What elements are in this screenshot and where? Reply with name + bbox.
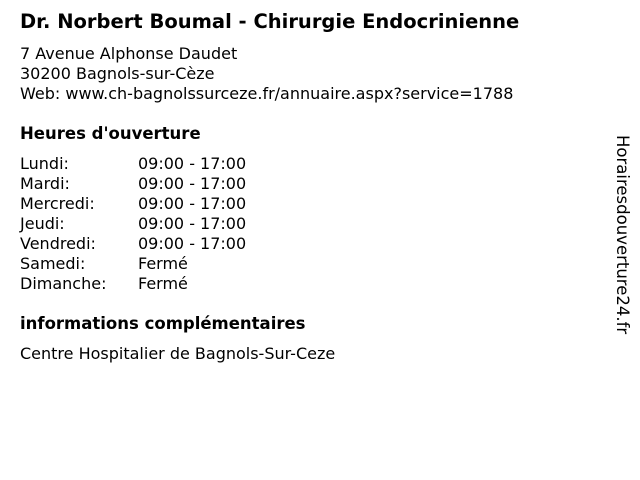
- info-text: Centre Hospitalier de Bagnols-Sur-Ceze: [20, 344, 336, 363]
- time-value: 09:00 - 17:00: [138, 234, 247, 253]
- hours-heading: Heures d'ouverture: [20, 124, 201, 143]
- address-street: 7 Avenue Alphonse Daudet: [20, 44, 238, 63]
- watermark-label: Horairesdouverture24.fr: [613, 135, 632, 335]
- time-value: 09:00 - 17:00: [138, 194, 247, 213]
- hours-row-wednesday: [20, 194, 246, 214]
- address-city: 30200 Bagnols-sur-Cèze: [20, 64, 215, 83]
- hours-row-saturday: [20, 254, 246, 274]
- day-label: Dimanche:: [20, 274, 107, 293]
- time-value: 09:00 - 17:00: [138, 214, 247, 233]
- hours-row-thursday: [20, 214, 246, 234]
- opening-hours-list: [20, 154, 246, 294]
- day-label: Lundi:: [20, 154, 69, 173]
- day-label: Mercredi:: [20, 194, 95, 213]
- hours-row-friday: [20, 234, 246, 254]
- hours-row-sunday: [20, 274, 246, 294]
- day-label: Vendredi:: [20, 234, 96, 253]
- time-value: Fermé: [138, 254, 188, 273]
- time-value: 09:00 - 17:00: [138, 174, 247, 193]
- website-link[interactable]: Web: www.ch-bagnolssurceze.fr/annuaire.aspx?service=1788: [20, 84, 514, 103]
- day-label: Samedi:: [20, 254, 86, 273]
- time-value: Fermé: [138, 274, 188, 293]
- hours-row-tuesday: [20, 174, 246, 194]
- address-block: [20, 44, 513, 104]
- day-label: Jeudi:: [20, 214, 65, 233]
- day-label: Mardi:: [20, 174, 70, 193]
- hours-row-monday: [20, 154, 246, 174]
- time-value: 09:00 - 17:00: [138, 154, 247, 173]
- info-heading: informations complémentaires: [20, 314, 306, 333]
- page-title: Dr. Norbert Boumal - Chirurgie Endocrinienne: [20, 10, 520, 33]
